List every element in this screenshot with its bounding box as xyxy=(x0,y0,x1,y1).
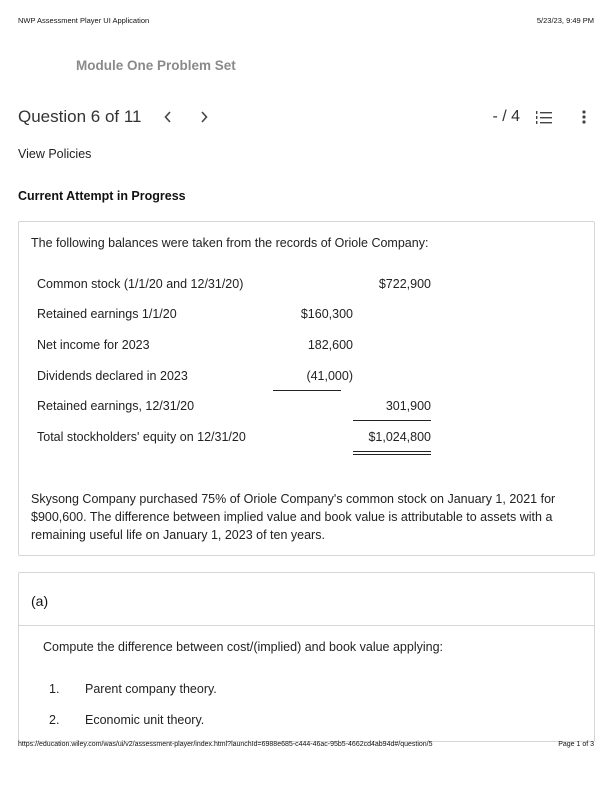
balance-total-value: $722,900 xyxy=(378,277,431,291)
list-item xyxy=(49,713,204,727)
list-item-number: 1. xyxy=(49,682,60,696)
question-bar-right xyxy=(492,106,594,128)
balance-label: Common stock (1/1/20 and 12/31/20) xyxy=(37,277,244,291)
attempt-heading: Current Attempt in Progress xyxy=(18,189,186,203)
list-item-text: Economic unit theory. xyxy=(85,713,205,727)
subtotal-rule xyxy=(273,390,341,391)
print-footer-page: Page 1 of 3 xyxy=(558,741,594,748)
question-title: Question 6 of 11 xyxy=(18,107,142,126)
vertical-dots-icon xyxy=(582,110,586,124)
balance-row xyxy=(37,277,537,297)
balance-value: $160,300 xyxy=(300,307,353,321)
list-item-number: 2. xyxy=(49,713,60,727)
problem-card xyxy=(18,221,595,556)
balance-row xyxy=(37,399,537,419)
chevron-right-icon xyxy=(200,111,208,123)
list-item xyxy=(49,682,217,696)
balance-label: Retained earnings, 12/31/20 xyxy=(37,399,195,413)
balance-row xyxy=(37,430,537,450)
part-a-instruction: Compute the difference between cost/(implied) and book value applying: xyxy=(43,640,444,654)
print-footer-url: https://education.wiley.com/was/ui/v2/assessment-player/index.html?launchId=6988e685-c444-46ac-95b5-4662cd4ab94d#/question/5 xyxy=(18,741,433,748)
balance-label: Dividends declared in 2023 xyxy=(37,369,188,383)
subtotal-rule xyxy=(353,420,431,421)
balance-value: 182,600 xyxy=(307,338,353,352)
part-a-header xyxy=(19,573,594,626)
balance-row xyxy=(37,338,537,358)
view-policies-link[interactable]: View Policies xyxy=(18,147,92,161)
numbered-list-icon xyxy=(536,110,552,124)
balance-row xyxy=(37,369,537,389)
balance-label: Total stockholders' equity on 12/31/20 xyxy=(37,430,246,444)
prev-question-button[interactable] xyxy=(158,107,178,127)
print-footer xyxy=(18,741,594,748)
list-item-text: Parent company theory. xyxy=(85,682,217,696)
score-display: - / 4 xyxy=(492,108,520,125)
balance-row xyxy=(37,307,537,327)
question-list-button[interactable] xyxy=(534,106,554,128)
balance-label: Net income for 2023 xyxy=(37,338,150,352)
more-options-button[interactable] xyxy=(574,106,594,128)
problem-paragraph: Skysong Company purchased 75% of Oriole Company's common stock on January 1, 2021 for $900,600. The difference between implied value and book value is attributable to assets with a remaining useful life on January 1, 2023 of ten years. xyxy=(31,492,556,542)
balance-value: (41,000) xyxy=(306,369,353,383)
balance-total-value: 301,900 xyxy=(385,399,431,413)
part-a-label: (a) xyxy=(31,593,49,609)
part-a-card xyxy=(18,572,595,742)
print-header xyxy=(18,16,594,25)
print-header-title: NWP Assessment Player UI Application xyxy=(18,16,150,25)
balance-label: Retained earnings 1/1/20 xyxy=(37,307,177,321)
balance-total-value: $1,024,800 xyxy=(368,430,431,444)
question-bar xyxy=(18,104,594,130)
chevron-left-icon xyxy=(164,111,172,123)
next-question-button[interactable] xyxy=(194,107,214,127)
problem-intro: The following balances were taken from the records of Oriole Company: xyxy=(31,236,429,250)
print-header-timestamp: 5/23/23, 9:49 PM xyxy=(536,16,594,25)
total-double-rule xyxy=(353,451,431,455)
module-title: Module One Problem Set xyxy=(76,58,236,73)
